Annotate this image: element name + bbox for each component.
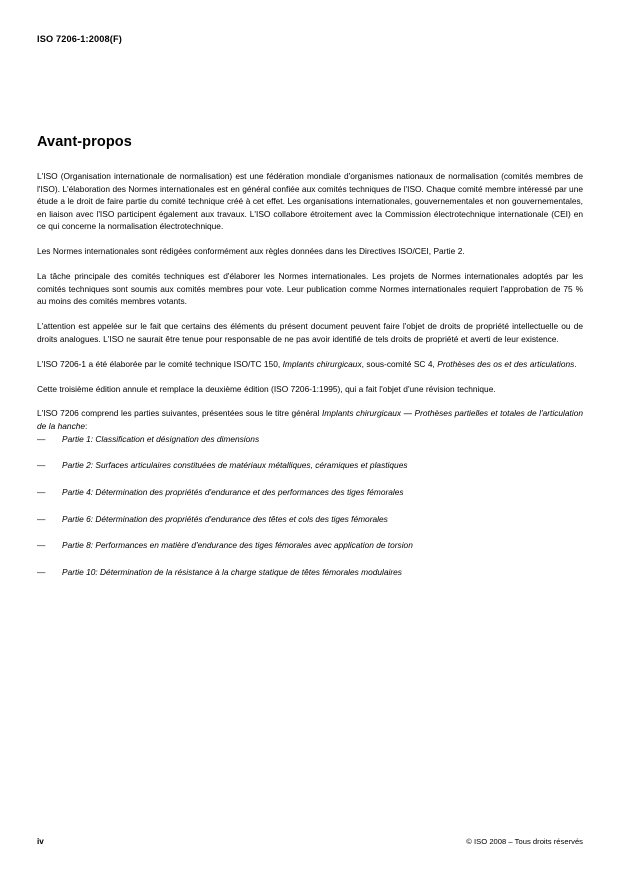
text-run-0: La tâche principale des comités techniques est d'élaborer les Normes internationales. Les projets de Normes internationales adoptés par les comités techniques sont soumis aux comités membres pour vote. Leur publication comme Normes internationales requiert l'approbation de 75 % au moins des comités membres votants.	[37, 271, 583, 307]
parts-list	[37, 433, 583, 579]
list-item	[37, 513, 583, 526]
document-identifier: ISO 7206-1:2008(F)	[37, 34, 122, 44]
em-dash-bullet-icon: —	[37, 433, 46, 444]
list-item-label: Partie 10: Détermination de la résistance à la charge statique de têtes fémorales modulaires	[62, 567, 402, 578]
list-item	[37, 566, 583, 579]
paragraph-p6	[37, 383, 583, 396]
text-run-1: Implants chirurgicaux — Prothèses partielles et totales de l'articulation de la hanche	[37, 408, 583, 431]
footer-page-number: iv	[37, 837, 44, 846]
list-item-label: Partie 1: Classification et désignation des dimensions	[62, 433, 260, 444]
text-run-3: Prothèses des os et des articulations	[437, 358, 575, 369]
paragraph-p1	[37, 170, 583, 233]
paragraph-p4	[37, 320, 583, 345]
text-run-0: Les Normes internationales sont rédigées conformément aux règles données dans les Directives ISO/CEI, Partie 2.	[37, 246, 465, 257]
paragraph-list	[37, 170, 583, 433]
em-dash-bullet-icon: —	[37, 460, 46, 471]
header-rule	[37, 50, 583, 51]
text-run-1: Implants chirurgicaux	[282, 358, 362, 369]
text-run-0: L'ISO 7206 comprend les parties suivantes, présentées sous le titre général	[37, 408, 322, 419]
paragraph-p5	[37, 358, 583, 371]
text-run-0: L'ISO (Organisation internationale de normalisation) est une fédération mondiale d'organismes nationaux de normalisation (comités membres de l'ISO). L'élaboration des Normes internationales est en général confiée aux comités techniques de l'ISO. Chaque comité membre intéressé par une étude a le droit de faire partie du comité technique créé à cet effet. Les organisations internationales, gouvernementales et non gouvernementales, en liaison avec l'ISO participent également aux travaux. L'ISO collabore étroitement avec la Commission électrotechnique internationale (CEI) en ce qui concerne la normalisation électrotechnique.	[37, 171, 583, 232]
paragraph-p2	[37, 245, 583, 258]
text-run-0: Cette troisième édition annule et remplace la deuxième édition (ISO 7206-1:1995), qui a fait l'objet d'une révision technique.	[37, 383, 496, 394]
text-run-0: L'attention est appelée sur le fait que certains des éléments du présent document peuvent faire l'objet de droits de propriété intellectuelle ou de droits analogues. L'ISO ne saurait être tenue pour responsable de ne pas avoir identifié de tels droits de propriété et averti de leur existence.	[37, 321, 583, 344]
em-dash-bullet-icon: —	[37, 487, 46, 498]
em-dash-bullet-icon: —	[37, 513, 46, 524]
em-dash-bullet-icon: —	[37, 567, 46, 578]
list-item-label: Partie 6: Détermination des propriétés d'endurance des têtes et cols des tiges fémorales	[62, 513, 388, 524]
page-header	[37, 33, 583, 45]
list-item-label: Partie 4: Détermination des propriétés d'endurance et des performances des tiges fémorales	[62, 487, 404, 498]
paragraph-p3	[37, 270, 583, 308]
text-run-0: L'ISO 7206-1 a été élaborée par le comité technique ISO/TC 150,	[37, 358, 283, 369]
list-item	[37, 433, 583, 446]
text-run-4: .	[574, 358, 577, 369]
list-item	[37, 486, 583, 499]
footer-copyright: © ISO 2008 – Tous droits réservés	[466, 837, 583, 846]
paragraph-p7	[37, 407, 583, 432]
em-dash-bullet-icon: —	[37, 540, 46, 551]
text-run-2: :	[85, 421, 88, 431]
list-item-label: Partie 8: Performances en matière d'endurance des tiges fémorales avec application de torsion	[62, 540, 413, 551]
list-item-label: Partie 2: Surfaces articulaires constituées de matériaux métalliques, céramiques et plastiques	[62, 460, 408, 471]
page-title: Avant-propos	[37, 134, 132, 150]
list-item	[37, 539, 583, 552]
list-item	[37, 459, 583, 472]
text-run-2: , sous-comité SC 4,	[361, 358, 438, 369]
page-content	[37, 133, 583, 579]
page-footer	[37, 836, 583, 847]
